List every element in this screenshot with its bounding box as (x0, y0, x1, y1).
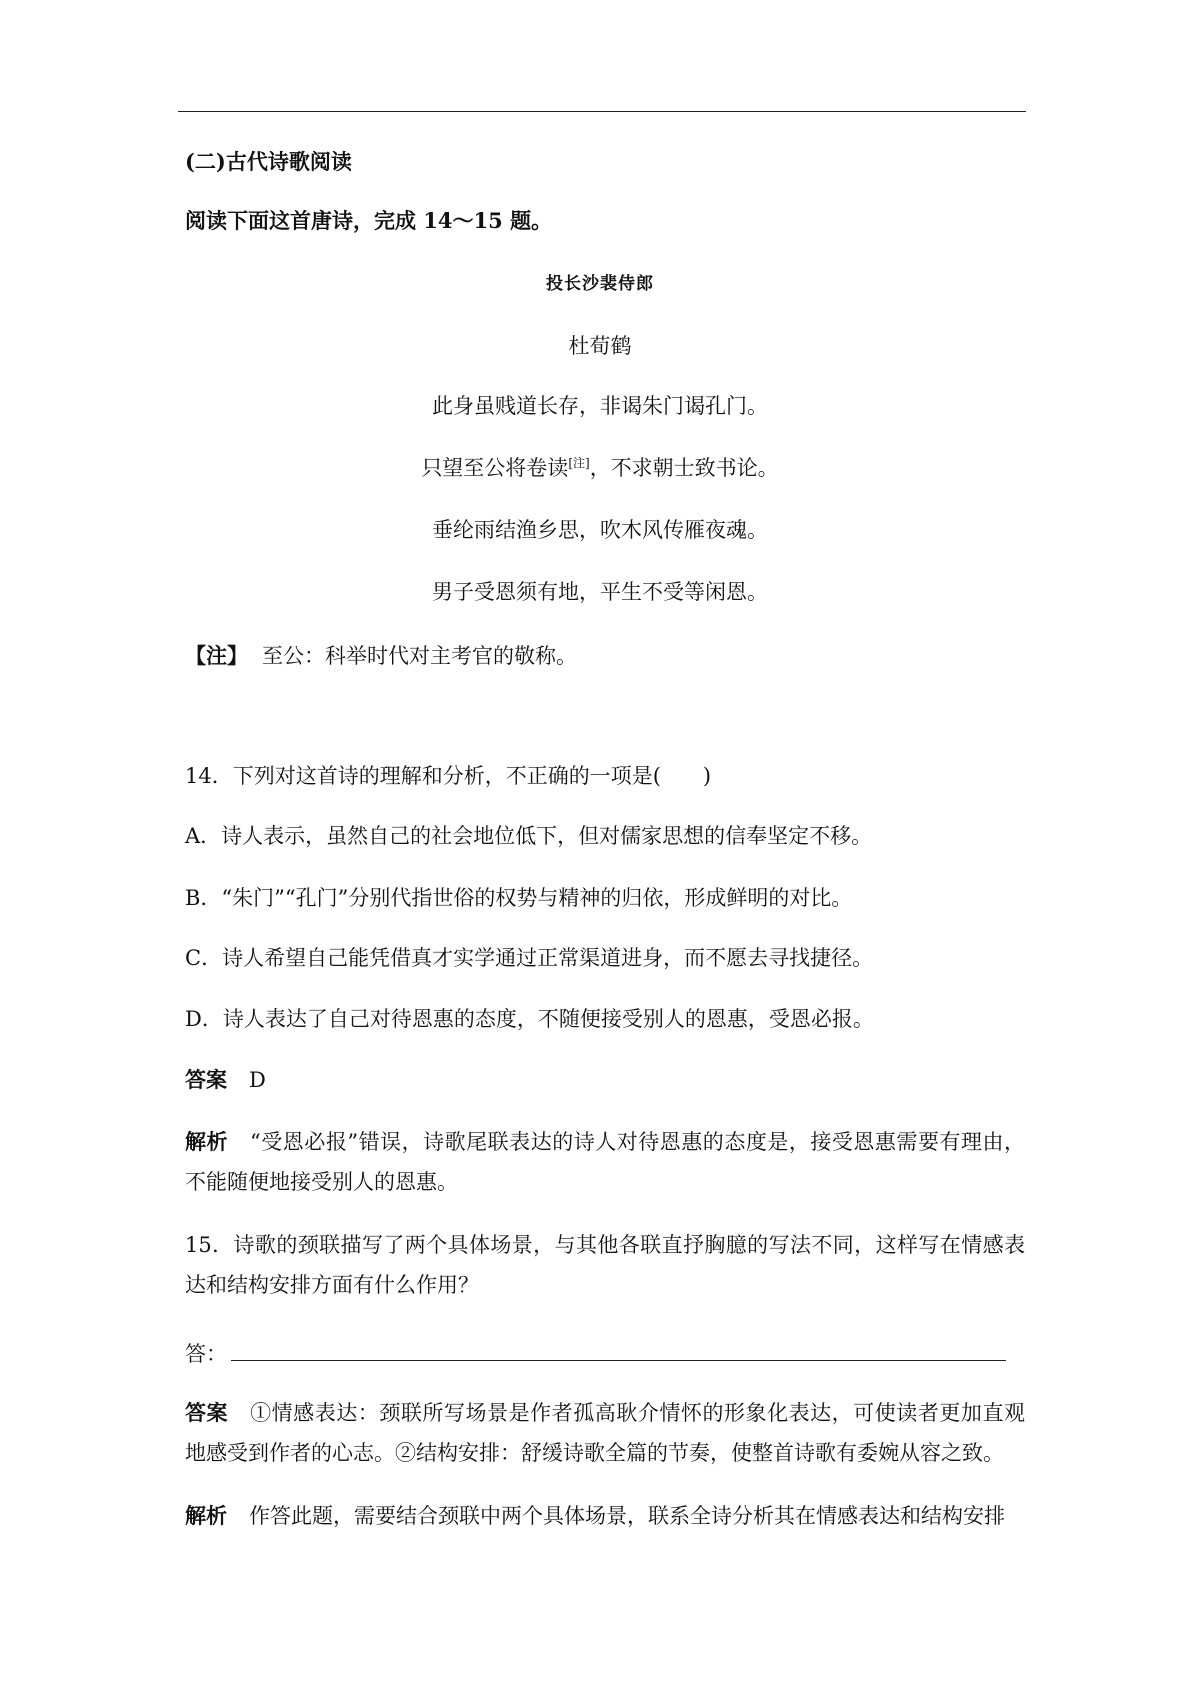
q14-answer-value: D (249, 1068, 266, 1092)
poem-title: 投长沙裴侍郎 (546, 274, 654, 294)
note-marker: [注] (568, 456, 590, 470)
q14-stem: 14．下列对这首诗的理解和分析，不正确的一项是( ) (185, 764, 712, 788)
poem-note (185, 640, 1024, 672)
poem-line-4: 男子受恩须有地，平生不受等闲恩。 (432, 580, 768, 604)
header-rule (178, 111, 1026, 112)
q14-option-a: A．诗人表示，虽然自己的社会地位低下，但对儒家思想的信奉坚定不移。 (185, 824, 873, 848)
q15-analysis-label: 解析 (185, 1503, 227, 1528)
q15-answer-blank[interactable] (231, 1338, 1006, 1361)
q14-option-d: D．诗人表达了自己对待恩惠的态度，不随便接受别人的恩惠，受恩必报。 (185, 1007, 874, 1031)
poem-line-3: 垂纶雨结渔乡思，吹木风传雁夜魂。 (432, 518, 768, 542)
q15-analysis (185, 1496, 1025, 1536)
q14-analysis-label: 解析 (185, 1129, 229, 1154)
section-heading: (二)古代诗歌阅读 (185, 149, 352, 174)
poem-line-2-part-2: ，不求朝士致书论。 (589, 456, 779, 480)
q14-analysis-text: “受恩必报”错误，诗歌尾联表达的诗人对待恩惠的态度是，接受恩惠需要有理由，不能随便地接受别人的恩惠。 (185, 1130, 1026, 1194)
q14-answer-label: 答案 (185, 1067, 227, 1092)
q15-answer (185, 1393, 1025, 1473)
q14-option-b: B．“朱门”“孔门”分别代指世俗的权势与精神的归依，形成鲜明的对比。 (185, 886, 853, 910)
section-instruction: 阅读下面这首唐诗，完成 14～15 题。 (185, 208, 553, 233)
q14-analysis (185, 1122, 1025, 1202)
poem-line-1: 此身虽贱道长存，非谒朱门谒孔门。 (432, 394, 768, 418)
poem-author: 杜荀鹤 (568, 334, 632, 358)
q15-answer-prompt: 答： (185, 1342, 227, 1366)
poem-line-2-part-1: 只望至公将卷读 (421, 456, 569, 480)
note-text: 至公：科举时代对主考官的敬称。 (262, 644, 577, 668)
q15-answer-label: 答案 (185, 1400, 229, 1425)
q14-answer (185, 1064, 1024, 1096)
q15-stem: 15．诗歌的颈联描写了两个具体场景，与其他各联直抒胸臆的写法不同，这样写在情感表达和结构安排方面有什么作用？ (185, 1233, 1025, 1297)
poem-line-2 (0, 452, 1200, 484)
q14-option-c: C．诗人希望自己能凭借真才实学通过正常渠道进身，而不愿去寻找捷径。 (185, 946, 874, 970)
q15-analysis-text: 作答此题，需要结合颈联中两个具体场景，联系全诗分析其在情感表达和结构安排 (249, 1504, 1005, 1528)
q15-answer-text: ①情感表达：颈联所写场景是作者孤高耿介情怀的形象化表达，可使读者更加直观地感受到作者的心志。②结构安排：舒缓诗歌全篇的节奏，使整首诗歌有委婉从容之致。 (185, 1401, 1026, 1465)
note-label: 【注】 (185, 643, 248, 668)
q15-answer-line (185, 1338, 1024, 1370)
